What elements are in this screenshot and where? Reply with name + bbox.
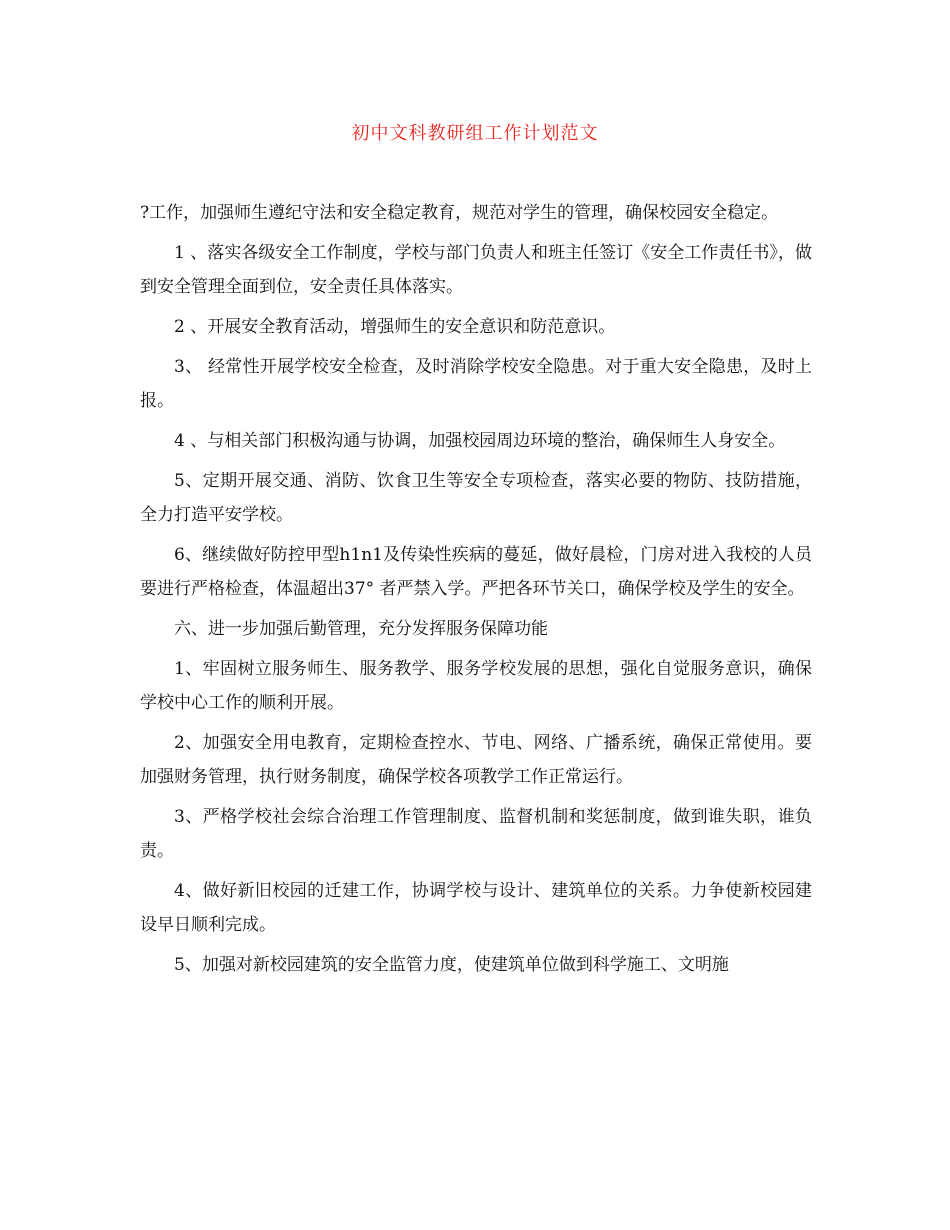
paragraph-logistics-4: 4、做好新旧校园的迁建工作，协调学校与设计、建筑单位的关系。力争使新校园建设早日顺利完成。 <box>140 881 812 935</box>
paragraph-safety-1: 1 、落实各级安全工作制度，学校与部门负责人和班主任签订《安全工作责任书》，做到安全管理全面到位，安全责任具体落实。 <box>140 243 812 297</box>
paragraph-intro: ?工作，加强师生遵纪守法和安全稳定教育，规范对学生的管理，确保校园安全稳定。 <box>140 203 779 223</box>
paragraph-safety-2: 2 、开展安全教育活动，增强师生的安全意识和防范意识。 <box>174 317 616 337</box>
paragraph-logistics-2: 2、加强安全用电教育，定期检查控水、节电、网络、广播系统，确保正常使用。要加强财务管理，执行财务制度，确保学校各项教学工作正常运行。 <box>140 733 812 787</box>
paragraph-safety-5: 5、定期开展交通、消防、饮食卫生等安全专项检查，落实必要的物防、技防措施，全力打造平安学校。 <box>140 471 812 525</box>
paragraph-logistics-1: 1、牢固树立服务师生、服务教学、服务学校发展的思想，强化自觉服务意识，确保学校中心工作的顺利开展。 <box>140 659 812 713</box>
paragraph-safety-4: 4 、与相关部门积极沟通与协调，加强校园周边环境的整治，确保师生人身安全。 <box>174 431 786 451</box>
section-heading-logistics: 六、进一步加强后勤管理，充分发挥服务保障功能 <box>174 619 548 639</box>
document-title: 初中文科教研组工作计划范文 <box>351 123 599 144</box>
paragraph-safety-6: 6、继续做好防控甲型h1n1及传染性疾病的蔓延，做好晨检，门房对进入我校的人员要进行严格检查，体温超出37° 者严禁入学。严把各环节关口，确保学校及学生的安全。 <box>140 545 812 599</box>
document-body <box>140 196 812 988</box>
paragraph-logistics-5: 5、加强对新校园建筑的安全监管力度，使建筑单位做到科学施工、文明施 <box>174 955 729 975</box>
paragraph-logistics-3: 3、严格学校社会综合治理工作管理制度、监督机制和奖惩制度，做到谁失职，谁负责。 <box>140 807 812 861</box>
paragraph-safety-3: 3、 经常性开展学校安全检查，及时消除学校安全隐患。对于重大安全隐患，及时上报。 <box>140 357 812 411</box>
